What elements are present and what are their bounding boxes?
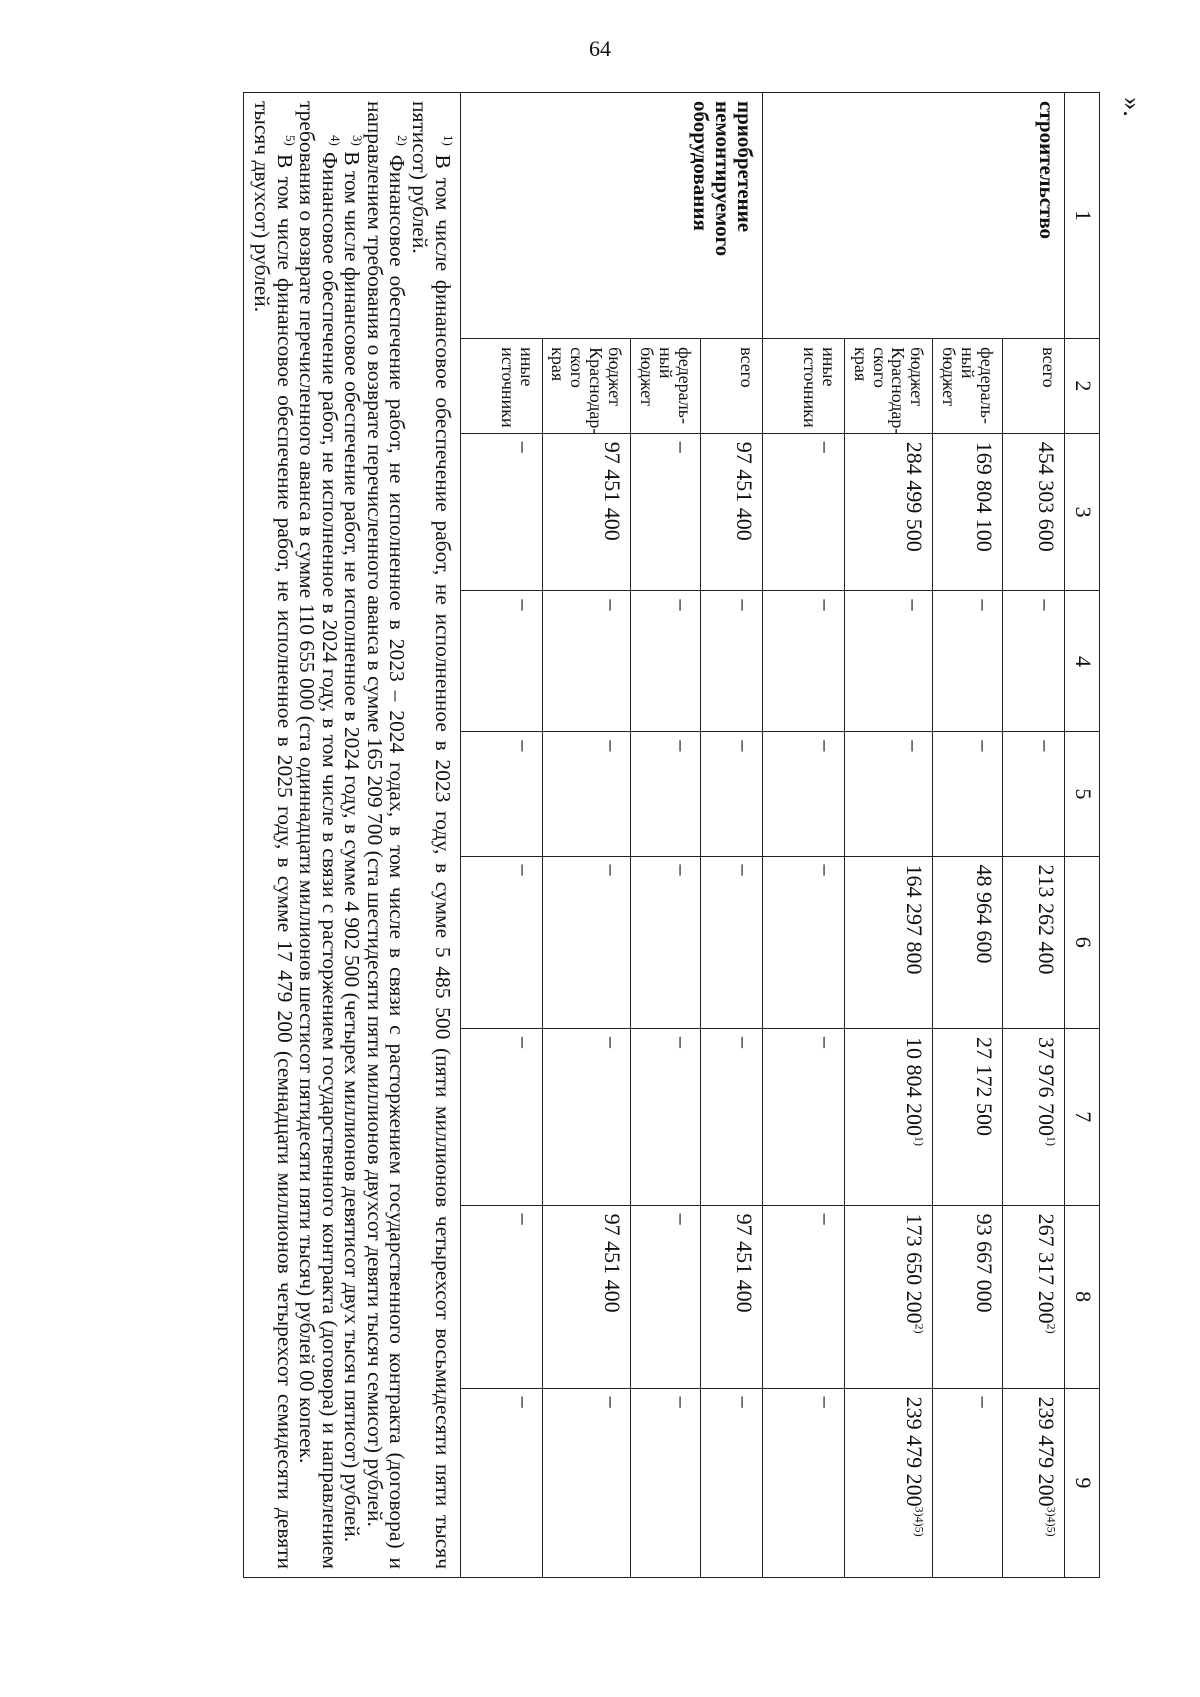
amount-cell bbox=[844, 1028, 933, 1205]
amount-cell bbox=[933, 1028, 1003, 1205]
amount-cell bbox=[700, 591, 762, 732]
expense-item-name: строительство bbox=[762, 93, 1064, 339]
header-row bbox=[1065, 93, 1100, 1578]
footnote bbox=[341, 101, 364, 1569]
amount-value: 213 262 400 bbox=[1034, 864, 1059, 975]
amount-value: 10 804 200 bbox=[902, 1036, 928, 1136]
footnote-mark: 4) bbox=[327, 135, 343, 146]
amount-value: – bbox=[600, 864, 626, 876]
header-cell: 3 bbox=[1065, 433, 1100, 591]
footnote-reference: 3)4)5) bbox=[1044, 1506, 1059, 1537]
amount-value: 97 451 400 bbox=[731, 1213, 757, 1313]
amount-cell bbox=[542, 1388, 631, 1577]
amount-cell bbox=[1003, 1205, 1065, 1388]
header-cell: 8 bbox=[1065, 1205, 1100, 1388]
footnote-reference: 3)4)5) bbox=[912, 1506, 927, 1537]
amount-cell bbox=[700, 856, 762, 1028]
footnote-reference: 2) bbox=[912, 1323, 927, 1334]
amount-value: – bbox=[813, 740, 839, 752]
footnotes-row bbox=[244, 93, 460, 1578]
amount-value: – bbox=[813, 441, 839, 453]
amount-cell bbox=[460, 856, 542, 1028]
footnote-text: В том числе финансовое обеспечение работ, не исполненное в 2024 году, в сумме 4 902 500 (четырех миллионов девятисот двух тысяч пятисот) рублей. bbox=[340, 151, 365, 1543]
footnote-reference: 1) bbox=[912, 1135, 927, 1146]
amount-value: – bbox=[511, 1036, 537, 1048]
amount-cell bbox=[631, 732, 701, 856]
amount-cell bbox=[631, 856, 701, 1028]
footnote-text: Финансовое обеспечение работ, не исполненное в 2023 – 2024 годах, в том числе в связи с расторжением государственного контракта (договора) и направлением требования о возврате перечисленного аванса в сумме 165 209 700 (ста шестидесяти пяти миллионов двухсот девяти тысяч семисот) рублей. bbox=[362, 101, 410, 1569]
footnote-mark: 3) bbox=[350, 135, 366, 146]
amount-cell bbox=[542, 433, 631, 591]
amount-cell bbox=[1003, 856, 1065, 1028]
amount-cell bbox=[933, 433, 1003, 591]
funding-source: иные источники bbox=[460, 339, 542, 434]
closing-quote-mark: ». bbox=[1117, 97, 1147, 117]
header-cell: 4 bbox=[1065, 591, 1100, 732]
amount-value: 93 667 000 bbox=[972, 1213, 997, 1313]
footnote-reference: 1) bbox=[1044, 1135, 1059, 1146]
rotated-table-block bbox=[140, 92, 1100, 1578]
amount-cell bbox=[460, 1388, 542, 1577]
amount-cell bbox=[460, 1205, 542, 1388]
header-cell: 7 bbox=[1065, 1028, 1100, 1205]
amount-cell bbox=[844, 591, 933, 732]
amount-value: – bbox=[731, 1036, 757, 1048]
amount-cell bbox=[844, 732, 933, 856]
amount-value: – bbox=[972, 740, 997, 752]
footnote-text: Финансовое обеспечение работ, не исполненное в 2024 году, в том числе в связи с расторжением государственного контракта (договора) и направлением требования о возврате перечисленного аванса в сумме 110 655 000 (ста одиннадцати миллионов шестисот пятидесяти пяти тысяч) рублей 00 копеек. bbox=[295, 101, 342, 1570]
amount-cell bbox=[460, 732, 542, 856]
amount-value: – bbox=[511, 1396, 537, 1408]
amount-value: – bbox=[972, 599, 997, 611]
amount-value: 267 317 200 bbox=[1034, 1213, 1059, 1324]
amount-value: – bbox=[813, 1396, 839, 1408]
footnote-mark: 1) bbox=[440, 135, 456, 146]
amount-cell bbox=[844, 1205, 933, 1388]
amount-cell bbox=[631, 433, 701, 591]
amount-cell bbox=[700, 732, 762, 856]
amount-cell bbox=[700, 1388, 762, 1577]
amount-value: – bbox=[511, 740, 537, 752]
amount-value: – bbox=[731, 599, 757, 611]
amount-cell bbox=[762, 1205, 844, 1388]
amount-cell bbox=[933, 591, 1003, 732]
amount-cell bbox=[700, 1028, 762, 1205]
amount-value: 97 451 400 bbox=[600, 441, 626, 541]
amount-value: – bbox=[731, 1396, 757, 1408]
table-row bbox=[700, 93, 762, 1578]
footnotes bbox=[244, 93, 460, 1578]
funding-source: федераль-ный бюджет bbox=[631, 339, 701, 434]
amount-value: – bbox=[669, 1036, 695, 1048]
funding-source: всего bbox=[1003, 339, 1065, 434]
footnote-reference: 2) bbox=[1044, 1323, 1059, 1334]
amount-cell bbox=[844, 1388, 933, 1577]
amount-cell bbox=[460, 591, 542, 732]
footnote-mark: 2) bbox=[395, 135, 411, 146]
financing-table bbox=[243, 92, 1100, 1578]
amount-value: – bbox=[600, 1396, 626, 1408]
amount-value: – bbox=[669, 599, 695, 611]
footnote bbox=[296, 101, 341, 1569]
header-cell: 6 bbox=[1065, 856, 1100, 1028]
footnote-text: В том числе финансовое обеспечение работ, не исполненное в 2025 году, в сумме 17 479 200 (семнадцати миллионов четырехсот семидесяти девяти тысяч двухсот) рублей. bbox=[250, 101, 297, 1569]
amount-cell bbox=[542, 732, 631, 856]
footnote bbox=[407, 101, 456, 1570]
amount-value: – bbox=[902, 599, 928, 611]
header-cell: 9 bbox=[1065, 1388, 1100, 1577]
amount-value: – bbox=[731, 864, 757, 876]
amount-cell bbox=[933, 856, 1003, 1028]
amount-value: 454 303 600 bbox=[1034, 441, 1059, 552]
amount-cell bbox=[631, 591, 701, 732]
amount-value: – bbox=[1034, 599, 1059, 611]
amount-value: – bbox=[813, 1036, 839, 1048]
amount-cell bbox=[762, 433, 844, 591]
amount-cell bbox=[762, 1028, 844, 1205]
amount-value: 48 964 600 bbox=[972, 864, 997, 964]
amount-value: – bbox=[511, 864, 537, 876]
amount-cell bbox=[762, 591, 844, 732]
amount-cell bbox=[1003, 1028, 1065, 1205]
amount-value: – bbox=[669, 740, 695, 752]
amount-value: 164 297 800 bbox=[902, 864, 928, 975]
amount-value: – bbox=[511, 441, 537, 453]
table-row bbox=[1003, 93, 1065, 1578]
amount-value: – bbox=[511, 1213, 537, 1225]
amount-cell bbox=[762, 732, 844, 856]
amount-cell bbox=[542, 1205, 631, 1388]
funding-source: бюджет Краснодар-ского края bbox=[542, 339, 631, 434]
amount-cell bbox=[542, 1028, 631, 1205]
expense-item-name: приобретение немонтируемого оборудования bbox=[460, 93, 762, 339]
footnote bbox=[362, 101, 411, 1569]
amount-cell bbox=[933, 1205, 1003, 1388]
amount-value: – bbox=[669, 1213, 695, 1225]
amount-value: 169 804 100 bbox=[972, 441, 997, 552]
amount-value: 284 499 500 bbox=[902, 441, 928, 552]
footnote-mark: 5) bbox=[282, 135, 298, 146]
amount-cell bbox=[1003, 591, 1065, 732]
amount-value: – bbox=[902, 740, 928, 752]
amount-cell bbox=[631, 1028, 701, 1205]
amount-value: – bbox=[731, 740, 757, 752]
amount-cell bbox=[542, 591, 631, 732]
funding-source: федераль-ный бюджет bbox=[933, 339, 1003, 434]
amount-value: – bbox=[972, 1396, 997, 1408]
amount-cell bbox=[700, 433, 762, 591]
amount-cell bbox=[933, 732, 1003, 856]
amount-value: 239 479 200 bbox=[1034, 1396, 1059, 1507]
amount-value: 27 172 500 bbox=[972, 1036, 997, 1136]
amount-cell bbox=[460, 1028, 542, 1205]
amount-value: 173 650 200 bbox=[902, 1213, 928, 1324]
amount-value: 239 479 200 bbox=[902, 1396, 928, 1507]
amount-value: – bbox=[600, 599, 626, 611]
header-cell: 5 bbox=[1065, 732, 1100, 856]
page-number: 64 bbox=[589, 36, 611, 61]
amount-value: – bbox=[511, 599, 537, 611]
amount-cell bbox=[844, 856, 933, 1028]
header-cell: 1 bbox=[1065, 93, 1100, 339]
amount-value: – bbox=[813, 864, 839, 876]
amount-cell bbox=[631, 1388, 701, 1577]
header-cell: 2 bbox=[1065, 339, 1100, 434]
table-body bbox=[460, 93, 1064, 1578]
amount-value: 37 976 700 bbox=[1034, 1036, 1059, 1136]
amount-value: – bbox=[1034, 740, 1059, 752]
amount-value: – bbox=[600, 1036, 626, 1048]
amount-cell bbox=[460, 433, 542, 591]
amount-value: – bbox=[669, 441, 695, 453]
amount-cell bbox=[1003, 433, 1065, 591]
amount-cell bbox=[542, 856, 631, 1028]
amount-cell bbox=[933, 1388, 1003, 1577]
amount-cell bbox=[762, 856, 844, 1028]
footnote bbox=[250, 101, 298, 1569]
amount-value: 97 451 400 bbox=[731, 441, 757, 541]
amount-cell bbox=[700, 1205, 762, 1388]
amount-value: – bbox=[600, 740, 626, 752]
amount-cell bbox=[1003, 1388, 1065, 1577]
amount-cell bbox=[844, 433, 933, 591]
amount-value: – bbox=[669, 864, 695, 876]
footnote-text: В том числе финансовое обеспечение работ, не исполненное в 2023 году, в сумме 5 485 500 (пяти миллионов четырехсот восьмидесяти пяти тысяч пятисот) рублей. bbox=[407, 101, 455, 1570]
funding-source: бюджет Краснодар-ского края bbox=[844, 339, 933, 434]
amount-value: – bbox=[669, 1396, 695, 1408]
amount-value: – bbox=[813, 1213, 839, 1225]
amount-cell bbox=[762, 1388, 844, 1577]
amount-value: – bbox=[813, 599, 839, 611]
funding-source: всего bbox=[700, 339, 762, 434]
funding-source: иные источники bbox=[762, 339, 844, 434]
amount-cell bbox=[631, 1205, 701, 1388]
amount-cell bbox=[1003, 732, 1065, 856]
amount-value: 97 451 400 bbox=[600, 1213, 626, 1313]
